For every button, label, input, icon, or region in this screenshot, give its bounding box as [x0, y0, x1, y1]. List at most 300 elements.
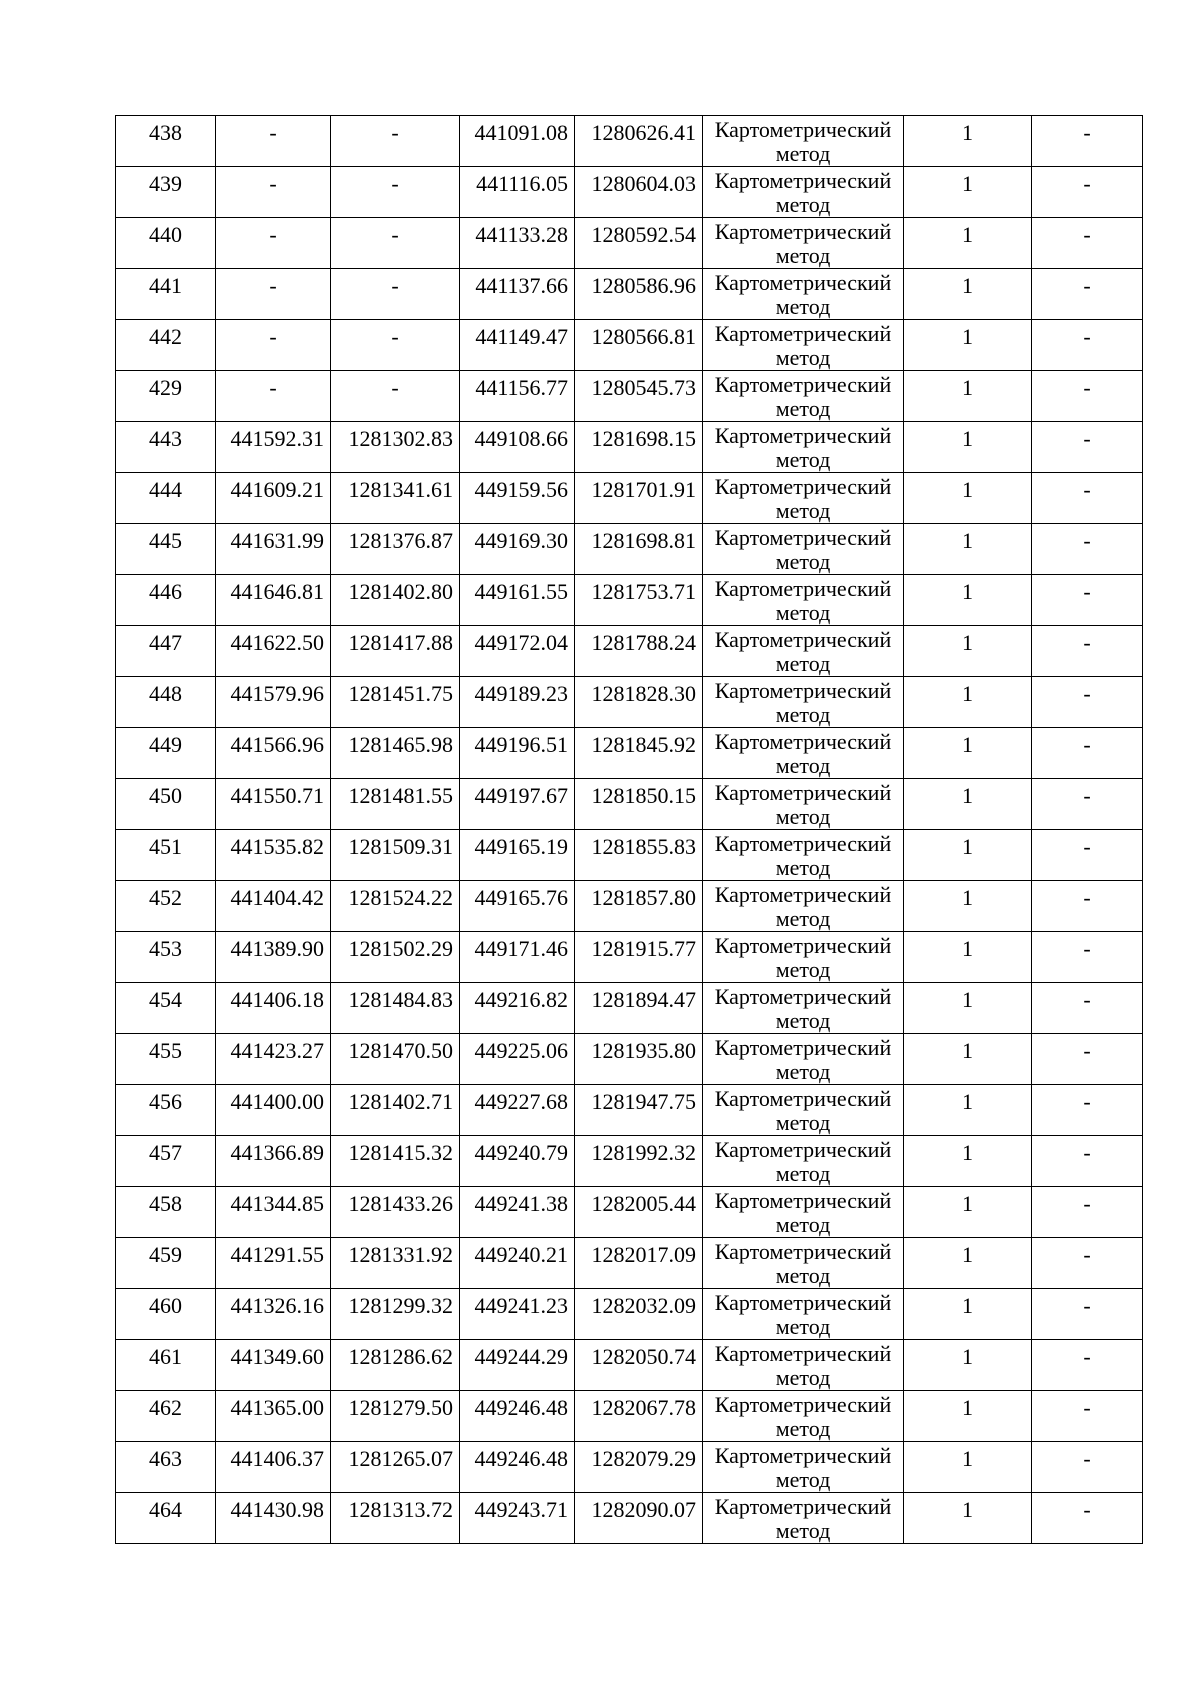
table-row — [116, 830, 1143, 881]
method-cell — [703, 728, 904, 779]
note-cell: - — [1032, 167, 1143, 218]
new-y-cell: 1281701.91 — [575, 473, 703, 524]
method-text-line2: метод — [775, 549, 831, 574]
existing-y-cell: 1281286.62 — [331, 1340, 460, 1391]
new-x-cell: 441156.77 — [460, 371, 575, 422]
new-x-cell: 449241.23 — [460, 1289, 575, 1340]
point-number-cell: 455 — [116, 1034, 216, 1085]
accuracy-cell: 1 — [904, 1187, 1032, 1238]
table-row — [116, 626, 1143, 677]
method-text-line2: метод — [775, 651, 831, 676]
note-cell: - — [1032, 116, 1143, 167]
existing-y-cell: 1281313.72 — [331, 1493, 460, 1544]
existing-y-cell: 1281433.26 — [331, 1187, 460, 1238]
method-text-line1: Картометрический — [714, 1188, 892, 1213]
new-y-cell: 1282067.78 — [575, 1391, 703, 1442]
note-cell: - — [1032, 1340, 1143, 1391]
method-text-line1: Картометрический — [714, 270, 892, 295]
method-cell — [703, 1034, 904, 1085]
point-number-cell: 445 — [116, 524, 216, 575]
method-text-line1: Картометрический — [714, 1290, 892, 1315]
method-text-line2: метод — [775, 1416, 831, 1441]
existing-y-cell: 1281265.07 — [331, 1442, 460, 1493]
method-cell — [703, 1289, 904, 1340]
method-text-line1: Картометрический — [714, 1341, 892, 1366]
method-text-line1: Картометрический — [714, 780, 892, 805]
point-number-cell: 452 — [116, 881, 216, 932]
note-cell: - — [1032, 1187, 1143, 1238]
point-number-cell: 447 — [116, 626, 216, 677]
existing-x-cell: 441592.31 — [216, 422, 331, 473]
method-text-line2: метод — [775, 753, 831, 778]
existing-y-cell: 1281331.92 — [331, 1238, 460, 1289]
accuracy-cell: 1 — [904, 1136, 1032, 1187]
point-number-cell: 453 — [116, 932, 216, 983]
new-x-cell: 449189.23 — [460, 677, 575, 728]
existing-y-cell: 1281402.80 — [331, 575, 460, 626]
existing-y-cell: 1281481.55 — [331, 779, 460, 830]
existing-y-cell: 1281451.75 — [331, 677, 460, 728]
existing-y-cell: 1281417.88 — [331, 626, 460, 677]
table-row — [116, 677, 1143, 728]
method-text-line2: метод — [775, 804, 831, 829]
new-x-cell: 449159.56 — [460, 473, 575, 524]
new-x-cell: 441091.08 — [460, 116, 575, 167]
accuracy-cell: 1 — [904, 1340, 1032, 1391]
new-y-cell: 1281850.15 — [575, 779, 703, 830]
existing-y-cell: 1281402.71 — [331, 1085, 460, 1136]
table-row — [116, 1136, 1143, 1187]
existing-x-cell: - — [216, 371, 331, 422]
method-text-line2: метод — [775, 1467, 831, 1492]
method-text-line2: метод — [775, 498, 831, 523]
new-x-cell: 449243.71 — [460, 1493, 575, 1544]
accuracy-cell: 1 — [904, 983, 1032, 1034]
accuracy-cell: 1 — [904, 1442, 1032, 1493]
existing-x-cell: 441406.37 — [216, 1442, 331, 1493]
table-row — [116, 167, 1143, 218]
method-text-line2: метод — [775, 1212, 831, 1237]
table-row — [116, 1442, 1143, 1493]
method-text-line2: метод — [775, 141, 831, 166]
table-row — [116, 218, 1143, 269]
new-y-cell: 1282079.29 — [575, 1442, 703, 1493]
existing-y-cell: 1281465.98 — [331, 728, 460, 779]
table-row — [116, 269, 1143, 320]
method-text-line1: Картометрический — [714, 729, 892, 754]
method-text-line2: метод — [775, 294, 831, 319]
existing-x-cell: 441349.60 — [216, 1340, 331, 1391]
method-text-line2: метод — [775, 1008, 831, 1033]
note-cell: - — [1032, 779, 1143, 830]
note-cell: - — [1032, 1493, 1143, 1544]
method-text-line1: Картометрический — [714, 219, 892, 244]
method-text-line1: Картометрический — [714, 525, 892, 550]
method-text-line2: метод — [775, 1314, 831, 1339]
note-cell: - — [1032, 1136, 1143, 1187]
new-x-cell: 449197.67 — [460, 779, 575, 830]
note-cell: - — [1032, 473, 1143, 524]
accuracy-cell: 1 — [904, 524, 1032, 575]
note-cell: - — [1032, 983, 1143, 1034]
new-y-cell: 1281788.24 — [575, 626, 703, 677]
method-text-line2: метод — [775, 192, 831, 217]
new-x-cell: 441137.66 — [460, 269, 575, 320]
method-cell — [703, 932, 904, 983]
existing-y-cell: 1281484.83 — [331, 983, 460, 1034]
point-number-cell: 454 — [116, 983, 216, 1034]
method-cell — [703, 575, 904, 626]
coordinates-table — [115, 115, 1143, 1544]
new-y-cell: 1282090.07 — [575, 1493, 703, 1544]
method-cell — [703, 1442, 904, 1493]
existing-y-cell: 1281509.31 — [331, 830, 460, 881]
method-cell — [703, 881, 904, 932]
method-text-line2: метод — [775, 1059, 831, 1084]
method-cell — [703, 1136, 904, 1187]
point-number-cell: 440 — [116, 218, 216, 269]
note-cell: - — [1032, 371, 1143, 422]
accuracy-cell: 1 — [904, 371, 1032, 422]
method-text-line2: метод — [775, 600, 831, 625]
new-y-cell: 1280604.03 — [575, 167, 703, 218]
note-cell: - — [1032, 1034, 1143, 1085]
existing-x-cell: 441365.00 — [216, 1391, 331, 1442]
new-x-cell: 449240.21 — [460, 1238, 575, 1289]
note-cell: - — [1032, 320, 1143, 371]
method-cell — [703, 1493, 904, 1544]
existing-x-cell: 441423.27 — [216, 1034, 331, 1085]
new-y-cell: 1281845.92 — [575, 728, 703, 779]
table-row — [116, 881, 1143, 932]
method-cell — [703, 1238, 904, 1289]
existing-x-cell: - — [216, 218, 331, 269]
note-cell: - — [1032, 422, 1143, 473]
accuracy-cell: 1 — [904, 626, 1032, 677]
new-x-cell: 449161.55 — [460, 575, 575, 626]
existing-x-cell: 441631.99 — [216, 524, 331, 575]
method-text-line1: Картометрический — [714, 1494, 892, 1519]
new-y-cell: 1282050.74 — [575, 1340, 703, 1391]
point-number-cell: 463 — [116, 1442, 216, 1493]
existing-y-cell: 1281299.32 — [331, 1289, 460, 1340]
method-cell — [703, 1085, 904, 1136]
table-row — [116, 1391, 1143, 1442]
new-x-cell: 449171.46 — [460, 932, 575, 983]
existing-x-cell: 441550.71 — [216, 779, 331, 830]
new-x-cell: 449165.19 — [460, 830, 575, 881]
new-y-cell: 1281698.15 — [575, 422, 703, 473]
note-cell: - — [1032, 677, 1143, 728]
point-number-cell: 460 — [116, 1289, 216, 1340]
existing-y-cell: 1281341.61 — [331, 473, 460, 524]
note-cell: - — [1032, 1391, 1143, 1442]
accuracy-cell: 1 — [904, 830, 1032, 881]
new-x-cell: 449216.82 — [460, 983, 575, 1034]
method-text-line2: метод — [775, 1161, 831, 1186]
table-row — [116, 728, 1143, 779]
table-row — [116, 1289, 1143, 1340]
existing-x-cell: 441622.50 — [216, 626, 331, 677]
method-cell — [703, 116, 904, 167]
existing-x-cell: 441406.18 — [216, 983, 331, 1034]
method-text-line1: Картометрический — [714, 168, 892, 193]
note-cell: - — [1032, 1289, 1143, 1340]
existing-x-cell: 441430.98 — [216, 1493, 331, 1544]
method-cell — [703, 830, 904, 881]
new-x-cell: 441149.47 — [460, 320, 575, 371]
accuracy-cell: 1 — [904, 167, 1032, 218]
existing-y-cell: 1281279.50 — [331, 1391, 460, 1442]
existing-x-cell: - — [216, 167, 331, 218]
point-number-cell: 462 — [116, 1391, 216, 1442]
accuracy-cell: 1 — [904, 320, 1032, 371]
new-x-cell: 449108.66 — [460, 422, 575, 473]
method-text-line1: Картометрический — [714, 984, 892, 1009]
existing-x-cell: - — [216, 116, 331, 167]
method-text-line2: метод — [775, 1518, 831, 1543]
point-number-cell: 464 — [116, 1493, 216, 1544]
method-cell — [703, 677, 904, 728]
new-y-cell: 1281992.32 — [575, 1136, 703, 1187]
new-y-cell: 1282005.44 — [575, 1187, 703, 1238]
existing-y-cell: - — [331, 218, 460, 269]
existing-x-cell: 441646.81 — [216, 575, 331, 626]
note-cell: - — [1032, 1085, 1143, 1136]
new-y-cell: 1280592.54 — [575, 218, 703, 269]
new-x-cell: 449196.51 — [460, 728, 575, 779]
existing-y-cell: - — [331, 371, 460, 422]
existing-y-cell: 1281376.87 — [331, 524, 460, 575]
method-text-line1: Картометрический — [714, 474, 892, 499]
method-text-line2: метод — [775, 906, 831, 931]
method-cell — [703, 218, 904, 269]
accuracy-cell: 1 — [904, 881, 1032, 932]
method-cell — [703, 269, 904, 320]
table-row — [116, 1493, 1143, 1544]
method-text-line2: метод — [775, 957, 831, 982]
new-y-cell: 1281828.30 — [575, 677, 703, 728]
new-x-cell: 449246.48 — [460, 1442, 575, 1493]
method-text-line1: Картометрический — [714, 1239, 892, 1264]
method-text-line2: метод — [775, 447, 831, 472]
accuracy-cell: 1 — [904, 779, 1032, 830]
new-y-cell: 1281753.71 — [575, 575, 703, 626]
method-text-line1: Картометрический — [714, 576, 892, 601]
method-text-line1: Картометрический — [714, 678, 892, 703]
new-x-cell: 449165.76 — [460, 881, 575, 932]
note-cell: - — [1032, 881, 1143, 932]
method-text-line2: метод — [775, 1110, 831, 1135]
table-row — [116, 1340, 1143, 1391]
method-cell — [703, 524, 904, 575]
accuracy-cell: 1 — [904, 473, 1032, 524]
table-row — [116, 575, 1143, 626]
accuracy-cell: 1 — [904, 575, 1032, 626]
accuracy-cell: 1 — [904, 1238, 1032, 1289]
table-row — [116, 524, 1143, 575]
existing-y-cell: 1281502.29 — [331, 932, 460, 983]
table-row — [116, 116, 1143, 167]
existing-y-cell: - — [331, 320, 460, 371]
point-number-cell: 444 — [116, 473, 216, 524]
existing-x-cell: 441609.21 — [216, 473, 331, 524]
point-number-cell: 441 — [116, 269, 216, 320]
note-cell: - — [1032, 575, 1143, 626]
method-cell — [703, 167, 904, 218]
new-y-cell: 1282017.09 — [575, 1238, 703, 1289]
method-text-line2: метод — [775, 243, 831, 268]
method-text-line1: Картометрический — [714, 627, 892, 652]
new-y-cell: 1280586.96 — [575, 269, 703, 320]
method-cell — [703, 626, 904, 677]
accuracy-cell: 1 — [904, 1289, 1032, 1340]
point-number-cell: 450 — [116, 779, 216, 830]
point-number-cell: 457 — [116, 1136, 216, 1187]
method-text-line1: Картометрический — [714, 321, 892, 346]
accuracy-cell: 1 — [904, 422, 1032, 473]
accuracy-cell: 1 — [904, 218, 1032, 269]
method-text-line1: Картометрический — [714, 1443, 892, 1468]
table-row — [116, 1034, 1143, 1085]
new-y-cell: 1280626.41 — [575, 116, 703, 167]
note-cell: - — [1032, 218, 1143, 269]
accuracy-cell: 1 — [904, 116, 1032, 167]
new-x-cell: 449172.04 — [460, 626, 575, 677]
method-text-line2: метод — [775, 396, 831, 421]
existing-y-cell: - — [331, 269, 460, 320]
existing-y-cell: 1281415.32 — [331, 1136, 460, 1187]
table-row — [116, 371, 1143, 422]
point-number-cell: 448 — [116, 677, 216, 728]
method-text-line1: Картометрический — [714, 372, 892, 397]
method-text-line1: Картометрический — [714, 882, 892, 907]
method-text-line1: Картометрический — [714, 1086, 892, 1111]
table-row — [116, 1187, 1143, 1238]
method-text-line1: Картометрический — [714, 933, 892, 958]
note-cell: - — [1032, 1238, 1143, 1289]
accuracy-cell: 1 — [904, 1034, 1032, 1085]
new-y-cell: 1281857.80 — [575, 881, 703, 932]
existing-y-cell: - — [331, 167, 460, 218]
method-text-line1: Картометрический — [714, 1035, 892, 1060]
method-text-line1: Картометрический — [714, 831, 892, 856]
new-y-cell: 1281935.80 — [575, 1034, 703, 1085]
table-body — [116, 116, 1143, 1544]
table-row — [116, 1238, 1143, 1289]
point-number-cell: 439 — [116, 167, 216, 218]
table-row — [116, 932, 1143, 983]
note-cell: - — [1032, 524, 1143, 575]
accuracy-cell: 1 — [904, 728, 1032, 779]
new-y-cell: 1281698.81 — [575, 524, 703, 575]
point-number-cell: 451 — [116, 830, 216, 881]
existing-x-cell: - — [216, 269, 331, 320]
point-number-cell: 438 — [116, 116, 216, 167]
accuracy-cell: 1 — [904, 1493, 1032, 1544]
new-x-cell: 449169.30 — [460, 524, 575, 575]
table-row — [116, 422, 1143, 473]
point-number-cell: 456 — [116, 1085, 216, 1136]
note-cell: - — [1032, 626, 1143, 677]
existing-y-cell: 1281524.22 — [331, 881, 460, 932]
new-x-cell: 441116.05 — [460, 167, 575, 218]
new-x-cell: 449244.29 — [460, 1340, 575, 1391]
existing-y-cell: 1281302.83 — [331, 422, 460, 473]
method-cell — [703, 473, 904, 524]
method-cell — [703, 1340, 904, 1391]
accuracy-cell: 1 — [904, 677, 1032, 728]
method-text-line1: Картометрический — [714, 1137, 892, 1162]
method-text-line2: метод — [775, 702, 831, 727]
point-number-cell: 461 — [116, 1340, 216, 1391]
method-cell — [703, 1187, 904, 1238]
accuracy-cell: 1 — [904, 1085, 1032, 1136]
method-text-line2: метод — [775, 855, 831, 880]
method-cell — [703, 320, 904, 371]
new-x-cell: 449227.68 — [460, 1085, 575, 1136]
point-number-cell: 446 — [116, 575, 216, 626]
new-x-cell: 449225.06 — [460, 1034, 575, 1085]
note-cell: - — [1032, 269, 1143, 320]
method-text-line1: Картометрический — [714, 423, 892, 448]
point-number-cell: 459 — [116, 1238, 216, 1289]
table-row — [116, 983, 1143, 1034]
existing-x-cell: 441389.90 — [216, 932, 331, 983]
point-number-cell: 443 — [116, 422, 216, 473]
table-row — [116, 320, 1143, 371]
note-cell: - — [1032, 1442, 1143, 1493]
point-number-cell: 442 — [116, 320, 216, 371]
existing-x-cell: 441366.89 — [216, 1136, 331, 1187]
method-cell — [703, 1391, 904, 1442]
new-y-cell: 1281855.83 — [575, 830, 703, 881]
existing-x-cell: 441404.42 — [216, 881, 331, 932]
table-row — [116, 779, 1143, 830]
new-x-cell: 441133.28 — [460, 218, 575, 269]
note-cell: - — [1032, 728, 1143, 779]
new-y-cell: 1281947.75 — [575, 1085, 703, 1136]
new-y-cell: 1280566.81 — [575, 320, 703, 371]
existing-y-cell: - — [331, 116, 460, 167]
new-x-cell: 449241.38 — [460, 1187, 575, 1238]
table-row — [116, 473, 1143, 524]
new-x-cell: 449246.48 — [460, 1391, 575, 1442]
method-text-line2: метод — [775, 345, 831, 370]
method-cell — [703, 371, 904, 422]
method-text-line1: Картометрический — [714, 117, 892, 142]
new-y-cell: 1282032.09 — [575, 1289, 703, 1340]
note-cell: - — [1032, 932, 1143, 983]
point-number-cell: 449 — [116, 728, 216, 779]
existing-x-cell: - — [216, 320, 331, 371]
new-x-cell: 449240.79 — [460, 1136, 575, 1187]
method-cell — [703, 983, 904, 1034]
table-row — [116, 1085, 1143, 1136]
existing-x-cell: 441535.82 — [216, 830, 331, 881]
accuracy-cell: 1 — [904, 932, 1032, 983]
note-cell: - — [1032, 830, 1143, 881]
method-text-line2: метод — [775, 1365, 831, 1390]
existing-x-cell: 441344.85 — [216, 1187, 331, 1238]
method-text-line1: Картометрический — [714, 1392, 892, 1417]
method-cell — [703, 779, 904, 830]
existing-x-cell: 441579.96 — [216, 677, 331, 728]
existing-x-cell: 441566.96 — [216, 728, 331, 779]
new-y-cell: 1281915.77 — [575, 932, 703, 983]
accuracy-cell: 1 — [904, 269, 1032, 320]
existing-y-cell: 1281470.50 — [331, 1034, 460, 1085]
